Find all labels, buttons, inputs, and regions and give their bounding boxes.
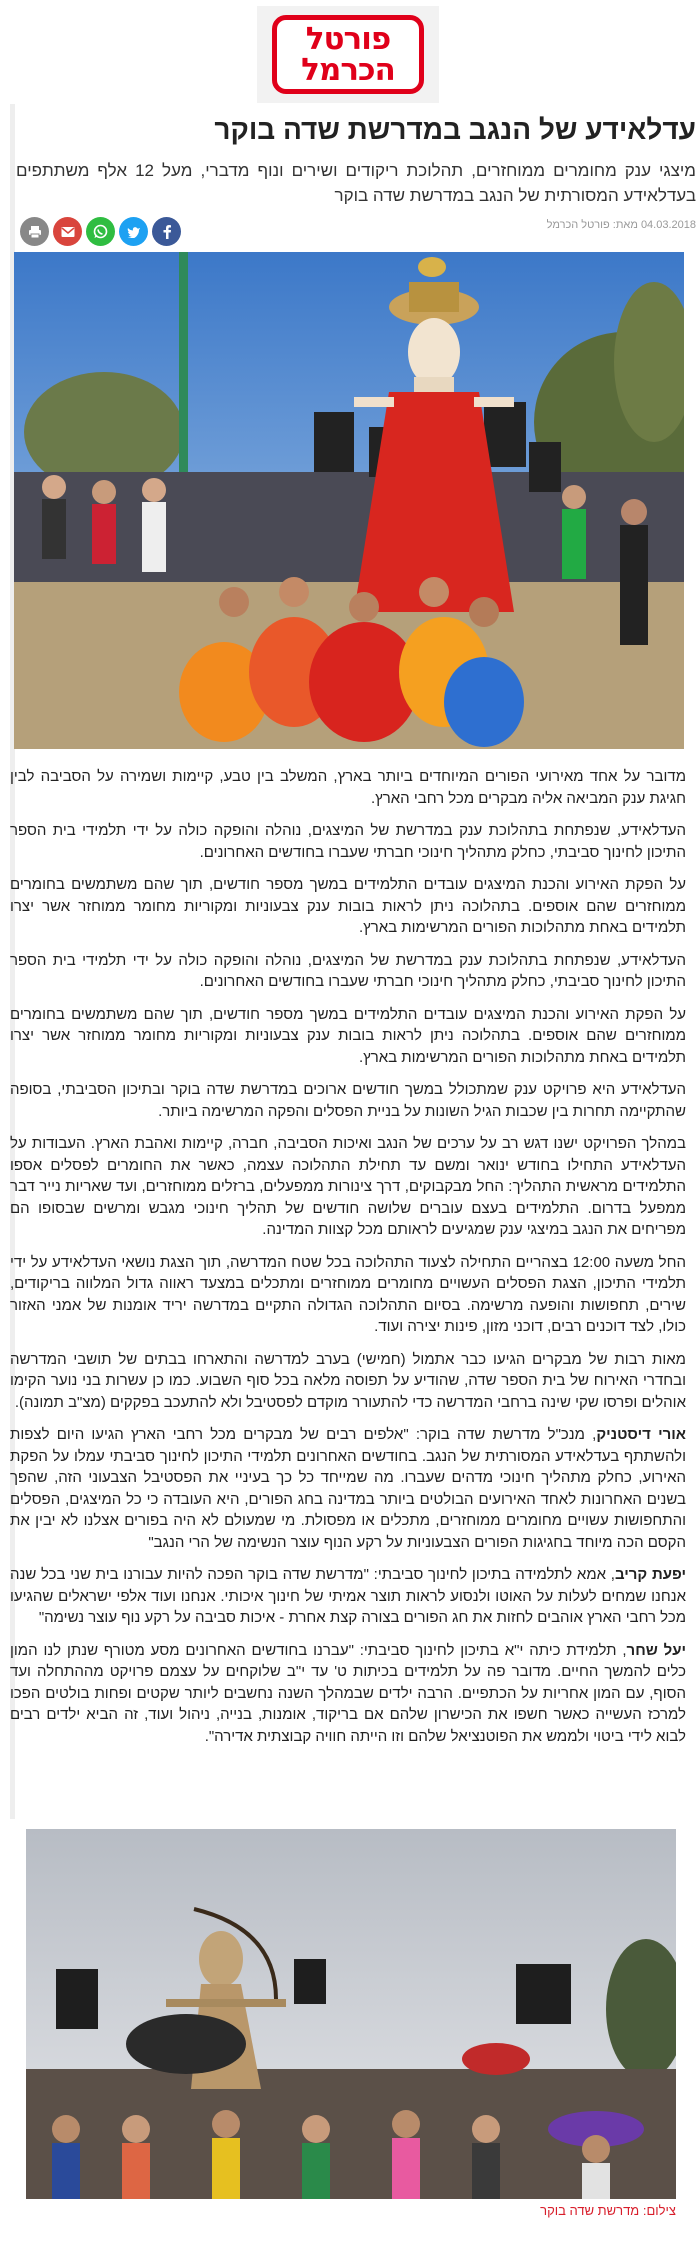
quote-speaker: יפעת קריב [614,1566,686,1583]
logo-text-line1: פורטל [305,20,391,57]
quote-speaker: יעל שחר [626,1641,686,1659]
site-logo[interactable] [257,6,439,103]
share-bar [20,217,181,246]
quote-paragraph: יעל שחר, תלמידת כיתה י"א בתיכון לחינוך סביבתי: "עברנו בחודשים האחרונים מסע מטורף שנתן לנו המון כלים להמשך החיים. מדובר פה על תלמידים בכיתות ט' עד י"ב שלוקחים על עצמם פרויקט מההתחלה ועד הסוף, עם המון אחריות על הכתפיים. הרבה ילדים שבמהלך השנה נחשבים ליותר שקטים ופחות בולטים הפכו למרכז העשייה כאשר חשפו את הכישרון שלהם אם בריקוד, אומנות, בנייה, ניהול ועוד, זה הביא ילדים רבים לבוא לידי ביטוי ולממש את הפוטנציאל שלהם וזו הייתה חוויה קבוצתית אדירה". [10,1641,686,1745]
article-main-photo[interactable] [14,252,684,749]
print-icon [28,225,42,239]
article-paragraph: העדלאידע היא פרויקט ענק שמתכולל במשך חודשים ארוכים במדרשת שדה בוקר ובתיכון הסביבתי, בסופה שהתקיימה תחרות בין שכבות הגיל השונות על בניית הפסלים והפקה המרשימה ביותר. [10,1081,686,1120]
whatsapp-icon [93,224,108,239]
whatsapp-share-button[interactable] [86,217,115,246]
print-share-button[interactable] [20,217,49,246]
logo-text-line2: הכרמל [301,51,395,88]
article-paragraph: על הפקת האירוע והכנת המיצגים עובדים התלמידים במשך מספר חודשים, תוך שהם משתמשים בחומרים ממוחזרים שהם אוספים. בתהלוכה ניתן לראות בובות ענק צבעוניות ומקוריות מחומר ממוחזר אשר יצרו תלמידים באחת מתהלוכות הפורים המרשימות בארץ. [10,876,686,936]
twitter-icon [127,226,141,238]
festival-photo-image [14,252,684,749]
article-paragraph: על הפקת האירוע והכנת המיצגים עובדים התלמידים במשך מספר חודשים, תוך שהם משתמשים בחומרים ממוחזרים שהם אוספים. בתהלוכה ניתן לראות בובות ענק צבעוניות ומקוריות מחומר ממוחזר אשר יצרו תלמידים באחת מתהלוכות הפורים המרשימות בארץ. [10,1005,686,1066]
quote-paragraph: אורי דיסטניק, מנכ"ל מדרשת שדה בוקר: "אלפים רבים של מבקרים מכל רחבי הארץ הגיעו היום לצפות ולהשתתף בעדלאידע המסורתית של הנגב. בחודשים האחרונים תלמידי התיכון לחינוך סביבתי עמלו על הפקת האירוע, כחלק מתהליך חינוכי מדהים שעברו. מה שמייחד כל כך בעיניי את הפסטיבל הצבעוני הזה, שהפך בשנים האחרונות לאחד האירועים הבולטים ביותר במדינה בחג הפורים, היא העובדה כי כל המיצגים, הפסלים והתחפושות עשויים מחומרים ממוחזרים, מתכלים או מפסולת. מי שמעולם לא היה בפורים אצלנו לא יבין את הקסם הכה מיוחד בחגיגות הפורים הצבעוניות על רקע הנוף עוצר הנשימה של הרי הנגב" [10,1426,686,1551]
article-paragraph: העדלאידע, שנפתחת בתהלוכת ענק במדרשת של המיצגים, נוהלה והופקה כולה על ידי תלמידי בית הספר התיכון לחינוך סביבתי, כחלק מתהליך חינוכי חברתי שעברו בחודשים האחרונים. [10,951,686,990]
facebook-icon [162,224,172,239]
article-paragraph: מדובר על אחד מאירועי הפורים המיוחדים ביותר בארץ, המשלב בין טבע, קיימות ושמירה על הסביבה לבין חגיגת ענק המביאה אליה מבקרים מכל רחבי הארץ. [10,768,686,807]
photo-caption: צילום: מדרשת שדה בוקר [540,2203,676,2218]
parade-photo-image [26,1829,676,2199]
article-subtitle: מיצגי ענק מחומרים ממוחזרים, תהלוכת ריקודים ושירים ונוף מדברי, מעל 12 אלף משתתפים בעדלאידע המסורתית של הנגב במדרשת שדה בוקר [16,161,696,205]
article-paragraph: מאות רבות של מבקרים הגיעו כבר אתמול (חמישי) בערב למדרשה והתארחו בבתים של תושבי המדרשה ובחדרי האירוח של בית הספר שדה, שהודיע על תפוסה מלאה בכל סוף השבוע. כמו כן עשרות בני נוער הקימו אוהלים ופרסו שקי שינה ברחבי המדרשה כדי להתעורר מוקדם לפסטיבל ולא להתעכב בפקקים (מצ"ב תמונה). [10,1350,686,1411]
article-second-photo[interactable] [26,1829,676,2199]
email-icon [61,226,75,238]
site-header [0,0,696,104]
twitter-share-button[interactable] [119,217,148,246]
article-paragraph: החל משעה 12:00 בצהריים התחילה לצעוד התהלוכה בכל שטח המדרשה, תוך הצגת נושאי העדלאידע על ידי תלמידי התיכון, הצגת הפסלים העשויים מחומרים ממוחזרים ומתכלים במצעד ראווה גדול המלווה בריקודים, שירים, תחפושות והופעה מרשימה. בסיום התהלוכה הגדולה התקיים במדרשה יריד אומנות של אמני האזור כולו, לצד דוכנים רבים, דוכני מזון, פינות יצירה ועוד. [10,1253,686,1335]
article-title: עדלאידע של הנגב במדרשת שדה בוקר [214,114,696,145]
logo-badge [272,15,424,94]
email-share-button[interactable] [53,217,82,246]
quote-paragraph: יפעת קריב, אמא לתלמידה בתיכון לחינוך סביבתי: "מדרשת שדה בוקר הפכה להיות עבורנו בית שני בכל שנה אנחנו שמחים לעלות על האוטו ולנסוע לראות תוצר אמיתי של חינוך איכותי. אנחנו ועוד אלפי ישראלים שהגיעו מכל רחבי הארץ אוהבים לחזות את חג הפורים בצורה קצת אחרת - איכות סביבה על רקע נוף עוצר נשימה" [10,1566,686,1626]
article-paragraph: העדלאידע, שנפתחת בתהלוכת ענק במדרשת של המיצגים, נוהלה והופקה כולה על ידי תלמידי בית הספר התיכון לחינוך סביבתי, כחלק מתהליך חינוכי חברתי שעברו בחודשים האחרונים. [10,822,686,861]
article-paragraph: במהלך הפרויקט ישנו דגש רב על ערכים של הנגב ואיכות הסביבה, חברה, קיימות ואהבת הארץ. העבודות על העדלאידע התחילו בחודש ינואר ומשם עד תחילת התהלוכה עצמה, כאשר את החומרים לפסלים אספו התלמידים מראשית התהליך: החל מבקבוקים, דרך צינורות ממפעלים, ברזלים ממוחזרים, ועד שאריות נייר דבר ממפעל בדרום. התלמידים בעצם עוברים שלושה חודשים של תהליך חינוכי מגבש ומרשים שבסופו הם מפריחים את הנגב במיצגי ענק שמגיעים לראותם מכל קצוות המדינה. [10,1135,686,1238]
article-meta: 04.03.2018 מאת: פורטל הכרמל [546,219,696,231]
article-body [10,766,686,1758]
facebook-share-button[interactable] [152,217,181,246]
quote-speaker: אורי דיסטניק [596,1426,686,1443]
